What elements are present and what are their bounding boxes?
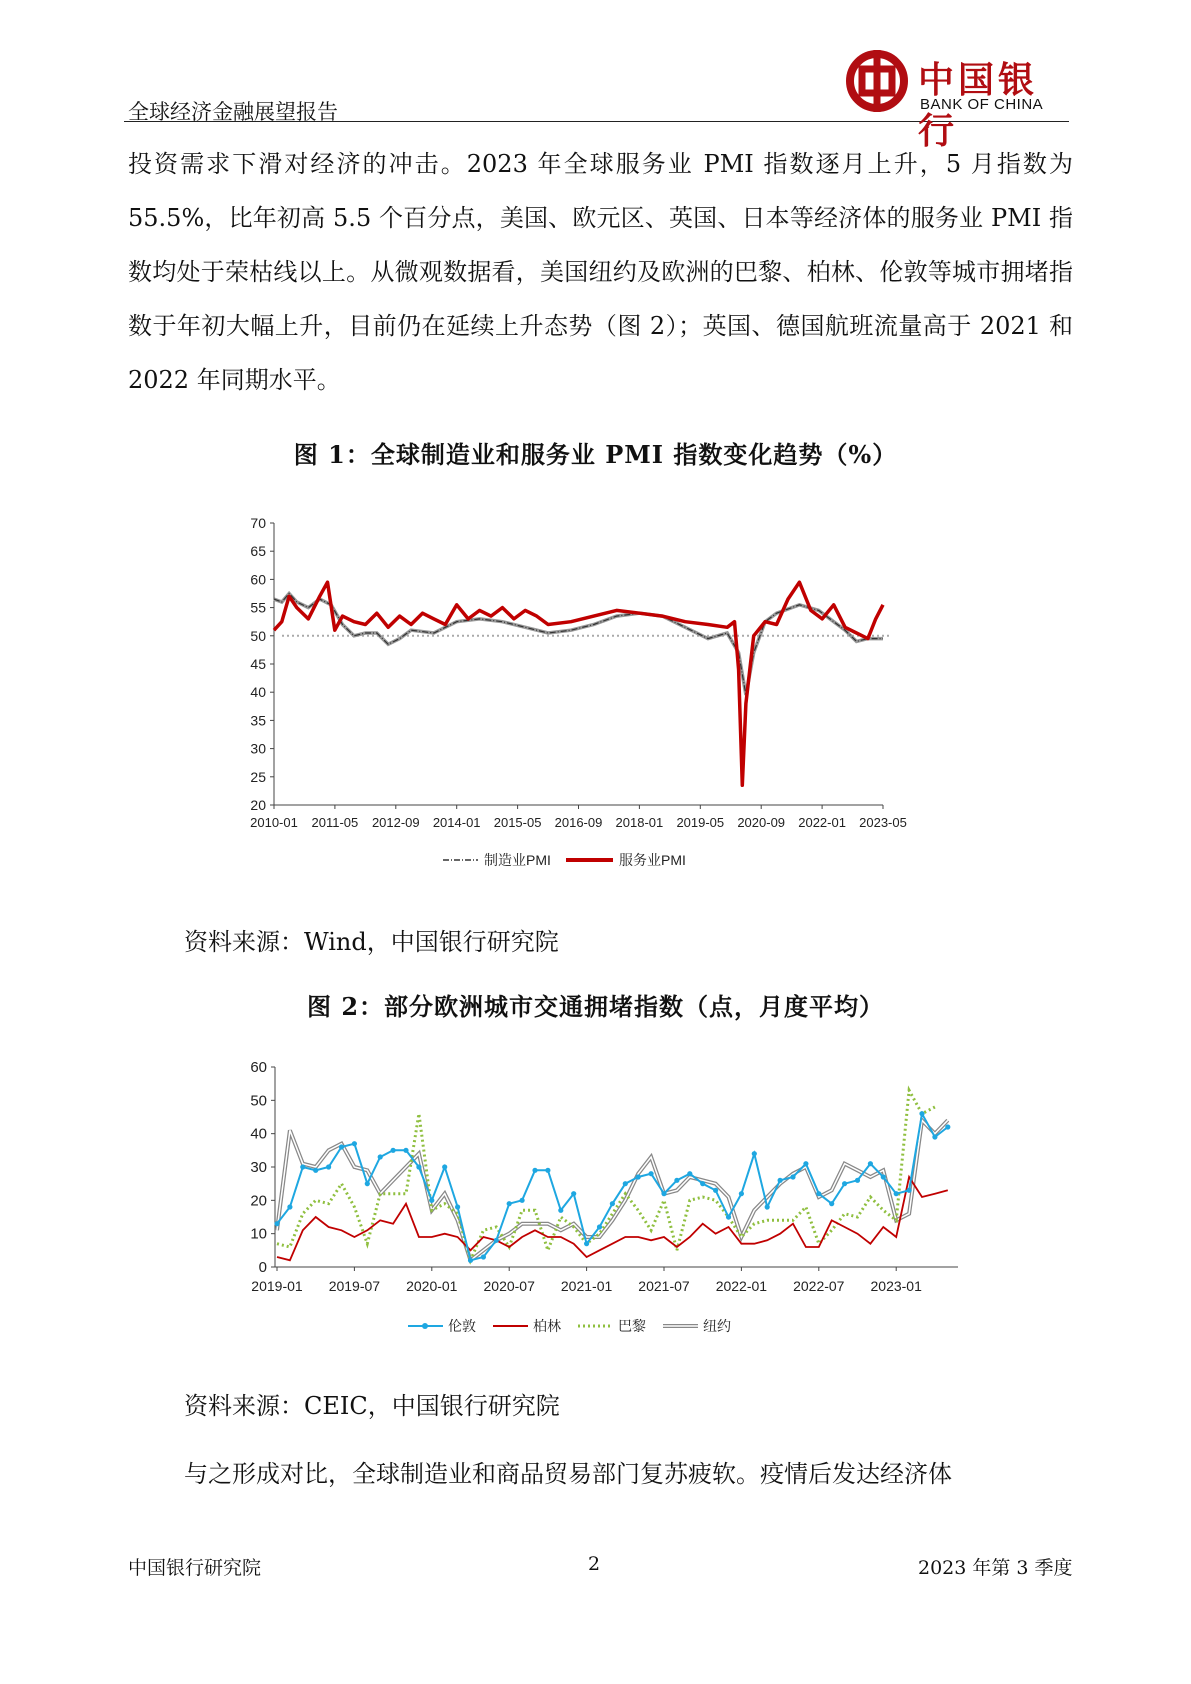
x-tick-label: 2020-09 (737, 815, 786, 830)
london-point (778, 1178, 783, 1183)
x-tick-label: 2020-01 (406, 1278, 458, 1294)
london-point (803, 1161, 808, 1166)
y-tick-label: 20 (250, 797, 266, 813)
london-point (907, 1188, 912, 1193)
london-point (919, 1111, 924, 1116)
x-tick-label: 2022-01 (715, 1278, 768, 1294)
figure-2-chart (238, 1058, 998, 1343)
london-point (326, 1164, 331, 1169)
y-tick-label: 40 (250, 1125, 267, 1143)
series-newyork (277, 1120, 948, 1260)
london-point (391, 1148, 396, 1153)
london-point (765, 1204, 770, 1209)
london-point (403, 1148, 408, 1153)
y-tick-label: 0 (258, 1259, 267, 1276)
x-tick-label: 2016-09 (554, 815, 603, 830)
london-point (881, 1174, 886, 1179)
y-tick-label: 30 (250, 740, 266, 757)
london-point (545, 1168, 550, 1173)
london-point (520, 1198, 525, 1203)
x-tick-label: 2020-07 (483, 1278, 535, 1294)
logo-chinese-name: 中国银行 (918, 59, 1039, 152)
y-tick-label: 55 (250, 599, 266, 616)
london-point (468, 1258, 473, 1263)
y-tick-label: 65 (250, 543, 266, 560)
series-manufacturing-pmi-halo (274, 594, 883, 696)
legend-berlin-label: 柏林 (533, 1318, 561, 1334)
logo-english-name: BANK OF CHINA (920, 96, 1044, 113)
london-point (894, 1191, 899, 1196)
london-point (726, 1214, 731, 1219)
london-point (313, 1168, 318, 1173)
figure-1-chart (238, 515, 1008, 885)
london-point (842, 1181, 847, 1186)
london-point (481, 1254, 486, 1259)
figure-1-title: 图 1：全球制造业和服务业 PMI 指数变化趋势（%） (293, 440, 898, 469)
london-point (674, 1178, 679, 1183)
y-tick-label: 50 (250, 1092, 267, 1110)
x-tick-label: 2019-07 (328, 1278, 381, 1294)
legend-services-label: 服务业PMI (619, 852, 686, 868)
london-point (597, 1224, 602, 1229)
london-point (932, 1134, 937, 1139)
london-point (816, 1191, 821, 1196)
body-paragraph-1 (128, 137, 1073, 407)
y-tick-label: 60 (250, 571, 266, 588)
london-point (855, 1178, 860, 1183)
figure-1-source: 资料来源：Wind，中国银行研究院 (184, 928, 559, 956)
london-point (649, 1171, 654, 1176)
london-point (442, 1164, 447, 1169)
figure-2-title: 图 2：部分欧洲城市交通拥堵指数（点，月度平均） (306, 992, 885, 1021)
footer-institution: 中国银行研究院 (128, 1557, 262, 1579)
y-tick-label: 40 (250, 684, 266, 701)
x-tick-label: 2011-05 (311, 815, 359, 830)
x-tick-label: 2022-07 (793, 1278, 845, 1294)
london-point (713, 1188, 718, 1193)
london-point (365, 1181, 370, 1186)
london-point (378, 1154, 383, 1159)
x-tick-label: 2023-01 (870, 1278, 922, 1294)
legend-london-marker (422, 1323, 428, 1329)
y-tick-label: 20 (250, 1192, 267, 1210)
bank-logo (844, 48, 1076, 152)
london-point (274, 1221, 279, 1226)
london-point (584, 1241, 589, 1246)
x-tick-label: 2021-01 (560, 1278, 613, 1294)
y-tick-label: 70 (250, 515, 266, 531)
legend-manufacturing-label: 制造业PMI (484, 852, 551, 868)
y-tick-label: 45 (250, 656, 266, 672)
x-tick-label: 2019-05 (676, 815, 725, 830)
london-point (455, 1204, 460, 1209)
x-tick-label: 2021-07 (638, 1278, 690, 1294)
x-tick-label: 2022-01 (798, 815, 846, 830)
x-tick-label: 2010-01 (250, 815, 298, 830)
paragraph-text: 投资需求下滑对经济的冲击。2023 年全球服务业 PMI 指数逐月上升，5 月指数为 55.5%，比年初高 5.5 个百分点，美国、欧元区、英国、日本等经济体的服务业 PMI 指数均处于荣枯线以上。从微观数据看，美国纽约及欧洲的巴黎、柏林、伦敦等城市拥堵指数于年初大幅上升，目前仍在延续上升态势（图 2）；英国、德国航班流量高于 2021 和 2022 年同期水平。 (128, 150, 1073, 394)
london-point (623, 1181, 628, 1186)
y-tick-label: 60 (250, 1059, 267, 1076)
x-tick-label: 2019-01 (251, 1278, 303, 1294)
figure-2-source: 资料来源：CEIC，中国银行研究院 (184, 1392, 560, 1420)
london-point (945, 1124, 950, 1129)
london-point (287, 1204, 292, 1209)
bank-of-china-logo-icon (844, 48, 910, 114)
london-point (700, 1181, 705, 1186)
body-paragraph-2 (128, 1447, 1073, 1501)
london-point (352, 1141, 357, 1146)
series-paris (277, 1090, 935, 1260)
london-point (300, 1164, 305, 1169)
legend-newyork-label: 纽约 (703, 1318, 731, 1334)
london-point (739, 1191, 744, 1196)
footer-edition: 2023 年第 3 季度 (918, 1557, 1073, 1579)
x-tick-label: 2012-09 (371, 815, 420, 830)
london-point (416, 1164, 421, 1169)
x-tick-label: 2014-01 (432, 815, 481, 830)
london-point (661, 1191, 666, 1196)
y-tick-label: 25 (250, 768, 266, 785)
london-point (507, 1201, 512, 1206)
london-point (610, 1201, 615, 1206)
series-services-pmi (274, 582, 883, 785)
london-point (636, 1174, 641, 1179)
london-point (752, 1151, 757, 1156)
london-point (558, 1208, 563, 1213)
y-tick-label: 10 (250, 1225, 267, 1243)
x-tick-label: 2015-05 (493, 815, 542, 830)
legend-london-label: 伦敦 (448, 1318, 476, 1334)
y-tick-label: 50 (250, 627, 266, 644)
london-point (494, 1238, 499, 1243)
london-point (571, 1191, 576, 1196)
london-point (829, 1201, 834, 1206)
report-title: 全球经济金融展望报告 (128, 100, 338, 124)
london-point (868, 1161, 873, 1166)
london-point (429, 1198, 434, 1203)
x-tick-label: 2023-05 (859, 815, 907, 830)
london-point (339, 1144, 344, 1149)
london-point (532, 1168, 537, 1173)
y-tick-label: 35 (250, 712, 266, 729)
legend-paris-label: 巴黎 (618, 1318, 646, 1334)
london-point (790, 1174, 795, 1179)
x-tick-label: 2018-01 (615, 815, 664, 830)
paragraph-text: 与之形成对比，全球制造业和商品贸易部门复苏疲软。疫情后发达经济体 (184, 1460, 952, 1488)
london-point (687, 1171, 692, 1176)
footer-page-number: 2 (588, 1553, 601, 1575)
y-tick-label: 30 (250, 1159, 267, 1176)
